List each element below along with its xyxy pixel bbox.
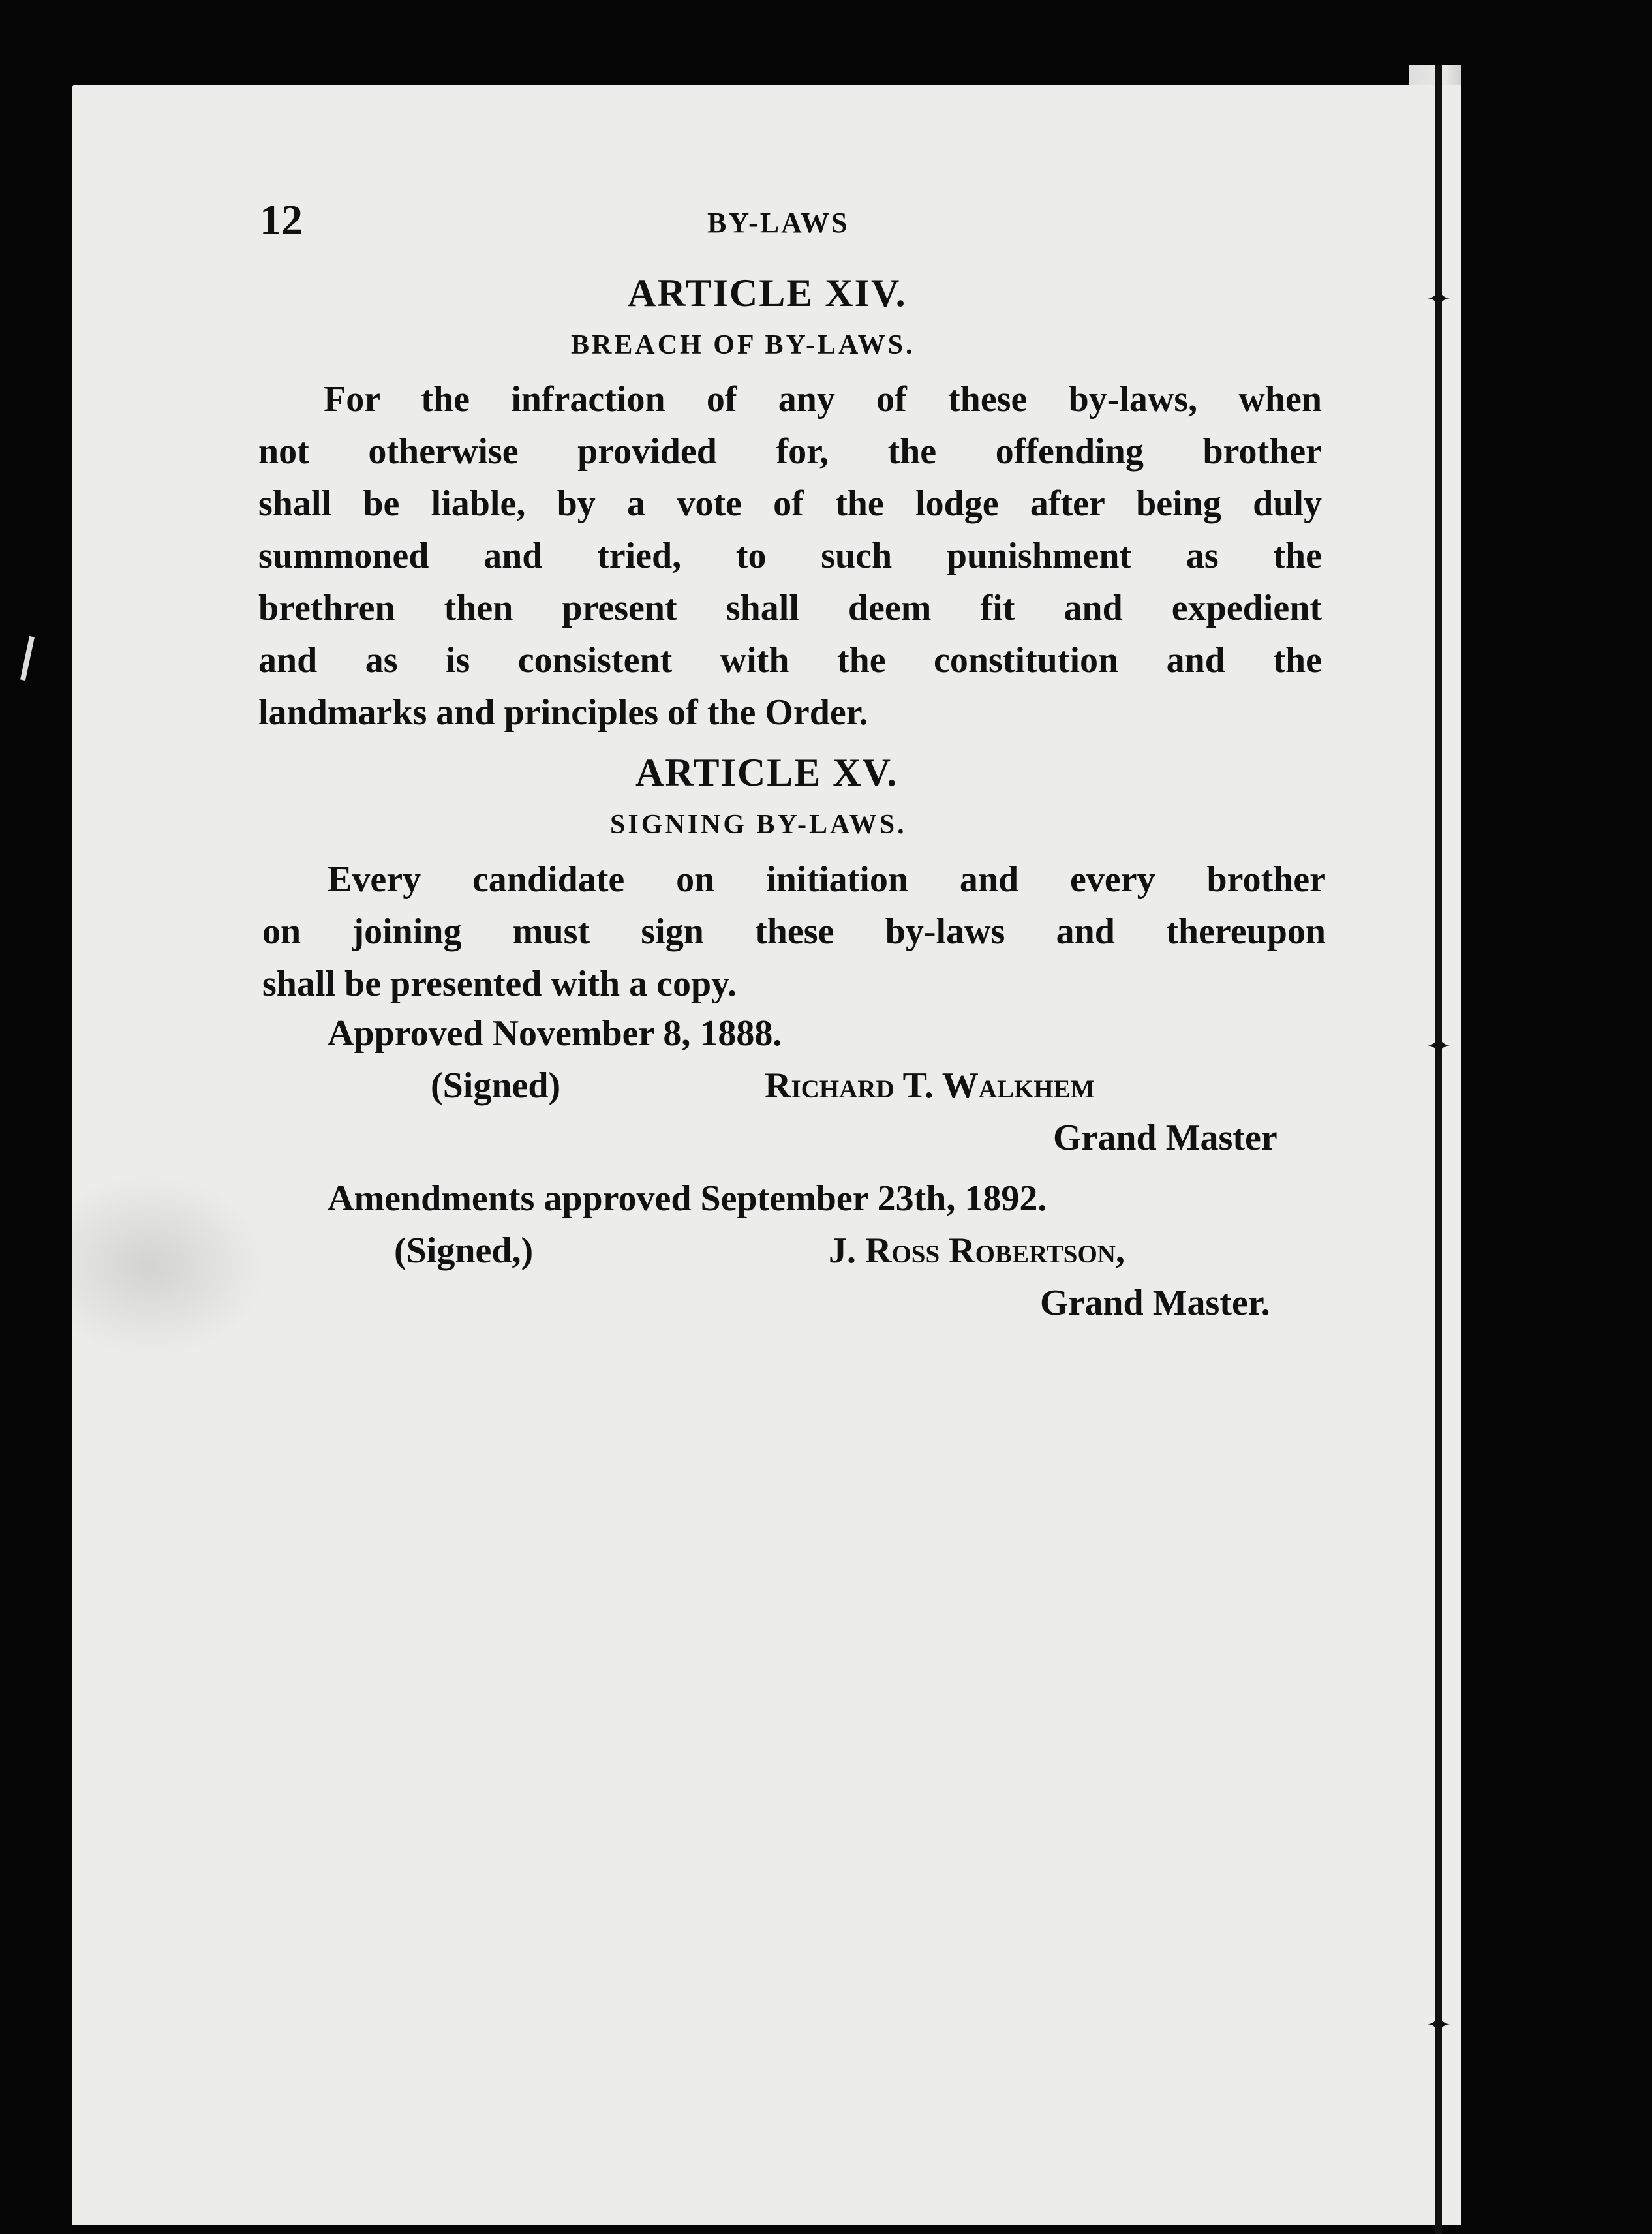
stitch-mark-icon: ✦ bbox=[1426, 2007, 1452, 2042]
paragraph-line: Every candidate on initiation and every brother bbox=[328, 859, 1326, 900]
stitch-mark-icon: ✦ bbox=[1426, 281, 1452, 316]
paragraph-line: on joining must sign these by-laws and thereupon bbox=[262, 911, 1326, 952]
binding-spine bbox=[1435, 65, 1442, 2234]
paragraph-line: and as is consistent with the constitution and the bbox=[258, 640, 1322, 681]
margin-mark bbox=[20, 636, 35, 681]
approval-signer-title: Grand Master bbox=[1053, 1118, 1277, 1158]
page-smudge bbox=[72, 1174, 268, 1357]
page-number: 12 bbox=[260, 196, 303, 244]
article-14-subtitle: BREACH OF BY-LAWS. bbox=[571, 330, 915, 360]
article-15-title: ARTICLE XV. bbox=[635, 751, 898, 794]
paragraph-line: landmarks and principles of the Order. bbox=[258, 692, 868, 733]
article-14-title: ARTICLE XIV. bbox=[628, 271, 907, 314]
stitch-mark-icon: ✦ bbox=[1426, 1028, 1452, 1063]
amendments-signed-label: (Signed,) bbox=[394, 1231, 534, 1271]
approval-signed-label: (Signed) bbox=[431, 1065, 561, 1106]
amendments-signer-title: Grand Master. bbox=[1040, 1283, 1270, 1323]
article-15-paragraph bbox=[262, 853, 1326, 1010]
paragraph-line: shall be liable, by a vote of the lodge after being duly bbox=[258, 483, 1322, 524]
paragraph-line: brethren then present shall deem fit and expedient bbox=[258, 588, 1322, 628]
running-head: BY-LAWS bbox=[707, 207, 849, 239]
paragraph-line: not otherwise provided for, the offending brother bbox=[258, 431, 1322, 472]
article-14-paragraph bbox=[258, 373, 1322, 739]
approval-signer: Richard T. Walkhem bbox=[765, 1065, 1095, 1106]
amendments-date: Amendments approved September 23th, 1892. bbox=[328, 1178, 1047, 1219]
paragraph-line: For the infraction of any of these by-laws, when bbox=[324, 379, 1322, 420]
paragraph-line: summoned and tried, to such punishment as the bbox=[258, 536, 1322, 576]
paragraph-line: shall be presented with a copy. bbox=[262, 964, 737, 1004]
article-15-subtitle: SIGNING BY-LAWS. bbox=[610, 810, 907, 840]
approval-date: Approved November 8, 1888. bbox=[328, 1013, 782, 1054]
amendments-signer: J. Ross Robertson, bbox=[829, 1231, 1125, 1271]
